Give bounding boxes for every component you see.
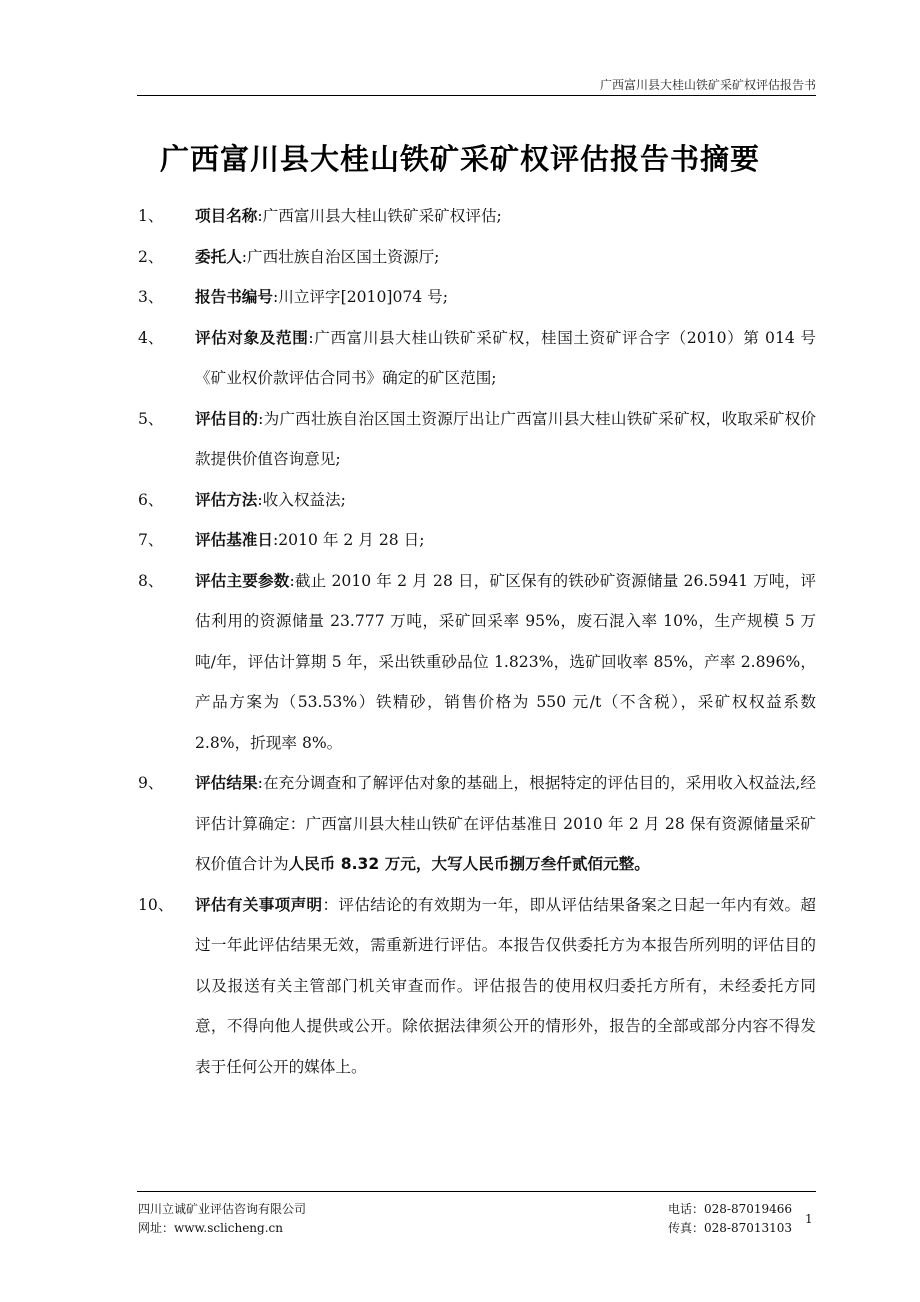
list-item: [138, 561, 816, 764]
summary-list: [138, 196, 816, 1087]
item-label: 项目名称: [195, 207, 258, 225]
page-number: 1: [805, 1212, 813, 1226]
list-item: [138, 318, 816, 399]
item-number: 2、: [138, 247, 164, 266]
list-item: [138, 520, 816, 561]
item-number: 3、: [138, 288, 164, 306]
item-text: :为广西壮族自治区国土资源厅出让广西富川县大桂山铁矿采矿权，收取采矿权价款提供价值咨询意见;: [195, 409, 816, 468]
item-label: 评估主要参数: [195, 571, 290, 590]
item-text: :广西富川县大桂山铁矿采矿权，桂国土资矿评合字（2010）第 014 号《矿业权价款评估合同书》确定的矿区范围;: [195, 328, 816, 387]
footer-website: 网址：www.sclicheng.cn: [138, 1221, 283, 1235]
item-text: :2010 年 2 月 28 日;: [272, 531, 425, 549]
item-label: 评估目的: [195, 409, 259, 428]
header-divider: [137, 95, 816, 96]
item-text: :截止 2010 年 2 月 28 日，矿区保有的铁砂矿资源储量 26.5941 万吨，评估利用的资源储量 23.777 万吨，采矿回采率 95%，废石混入率 10%，生产规模 5 万吨/年，评估计算期 5 年，采出铁重砂品位 1.823%，选矿回收率 85%，产率 2.896%，产品方案为（53.53%）铁精砂，销售价格为 550 元/t（不含税），采矿权权益系数 2.8%，折现率 8%。: [195, 571, 816, 752]
footer-divider: [137, 1191, 816, 1192]
item-text: :在充分调查和了解评估对象的基础上，根据特定的评估目的，采用收入权益法,经评估计算确定：广西富川县大桂山铁矿在评估基准日 2010 年 2 月 28 保有资源储量采矿权价值合计为: [195, 774, 816, 873]
footer-phone: 电话：028-87019466: [668, 1202, 793, 1216]
item-label: 评估方法: [195, 490, 258, 509]
item-number: 10、: [138, 895, 174, 914]
list-item: [138, 763, 816, 885]
item-label: 评估结果: [195, 774, 258, 792]
item-label: 委托人: [195, 247, 242, 266]
list-item: [138, 399, 816, 480]
list-item: [138, 277, 816, 318]
list-item: [138, 885, 816, 1088]
item-label: 评估有关事项声明: [195, 895, 323, 914]
item-number: 7、: [138, 531, 164, 549]
footer-fax: 传真：028-87013103: [668, 1221, 793, 1235]
item-text: :收入权益法;: [257, 490, 346, 509]
item-number: 1、: [138, 207, 164, 225]
valuation-result: 人民币 8.32 万元，大写人民币捌万叁仟贰佰元整。: [288, 855, 650, 873]
item-label: 评估对象及范围: [195, 328, 309, 347]
item-text: ：评估结论的有效期为一年，即从评估结果备案之日起一年内有效。超过一年此评估结果无效，需重新进行评估。本报告仅供委托方为本报告所列明的评估目的以及报送有关主管部门机关审查而作。评估报告的使用权归委托方所有，未经委托方同意，不得向他人提供或公开。除依据法律须公开的情形外，报告的全部或部分内容不得发表于任何公开的媒体上。: [195, 895, 816, 1076]
item-label: 报告书编号: [195, 288, 273, 306]
running-header: 广西富川县大桂山铁矿采矿权评估报告书: [599, 78, 816, 92]
item-label: 评估基准日: [195, 531, 273, 549]
list-item: [138, 237, 816, 278]
item-text: :广西富川县大桂山铁矿采矿权评估;: [257, 207, 502, 225]
item-text: :川立评字[2010]074 号;: [272, 288, 449, 306]
footer-company: 四川立诚矿业评估咨询有限公司: [138, 1202, 307, 1216]
item-number: 9、: [138, 774, 164, 792]
list-item: [138, 196, 816, 237]
item-text: :广西壮族自治区国土资源厅;: [241, 247, 440, 266]
list-item: [138, 480, 816, 521]
item-number: 5、: [138, 409, 164, 428]
item-number: 6、: [138, 490, 164, 509]
document-title: 广西富川县大桂山铁矿采矿权评估报告书摘要: [159, 142, 760, 176]
item-number: 8、: [138, 571, 164, 590]
item-number: 4、: [138, 328, 164, 347]
